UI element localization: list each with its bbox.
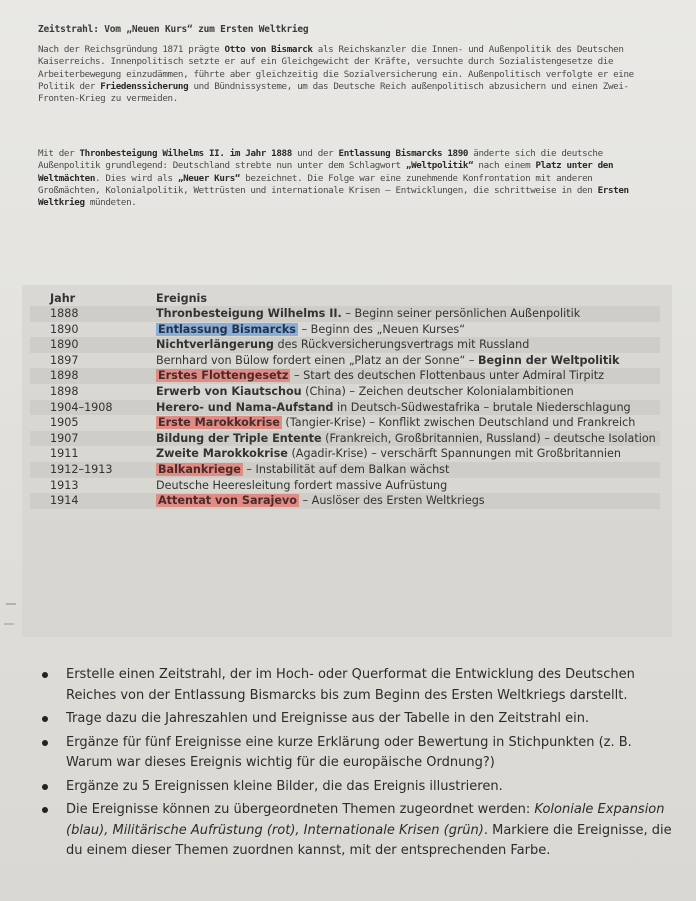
table-row [30, 446, 660, 462]
bold-text: Beginn der Weltpolitik [478, 353, 620, 367]
bold-text: Herero- und Nama-Aufstand [156, 400, 334, 414]
table-row [30, 493, 660, 509]
timeline-table [30, 290, 660, 509]
marked-blue-text: Entlassung Bismarcks [158, 322, 296, 336]
text-run: bezeichnet. Die Folge war eine zunehmende Konfrontation mit anderen Großmächten, Kolonialpolitik, Wettrüsten und internationale Krisen – Entwicklungen, die schrittweise in den [38, 172, 598, 196]
text-run: des Rückversicherungsvertrags mit Russland [273, 338, 530, 352]
list-item [28, 800, 678, 862]
row-year: 1914 [50, 494, 79, 508]
row-year: 1888 [50, 307, 79, 320]
row-year: 1890 [50, 338, 79, 352]
table-row [30, 462, 660, 478]
text-run: Trage dazu die Jahreszahlen und Ereignisse aus der Tabelle in den Zeitstrahl ein. [66, 711, 590, 726]
row-event [148, 446, 660, 462]
text-run: und der [291, 148, 339, 159]
text-run: – Instabilität auf dem Balkan wächst [242, 462, 450, 476]
text-run: (China) – Zeichen deutscher Kolonialambitionen [301, 384, 574, 398]
bullet-icon [42, 672, 48, 678]
row-year: 1905 [50, 416, 79, 430]
text-run: in Deutsch-Südwestafrika – brutale Niederschlagung [333, 400, 631, 414]
pencil-mark-icon [2, 600, 22, 630]
italic-text: Koloniale Expansion (blau), Militärische Aufrüstung (rot), Internationale Krisen (grün) [66, 802, 665, 838]
text-run: (Frankreich, Großbritannien, Russland) – deutsche Isolation [321, 431, 656, 445]
bold-text: Otto von Bismarck [224, 44, 313, 55]
text-run: – Auslöser des Ersten Weltkriegs [298, 494, 485, 508]
row-event [148, 322, 660, 338]
bullet-icon [42, 716, 48, 722]
bold-text: Zweite Marokkokrise [156, 447, 288, 461]
task-list [28, 665, 678, 865]
text-run: als Reichskanzler die Innen- und Außenpolitik des Deutschen Kaiserreichs. Innenpolitisch setzte er auf ein Gleichgewicht der Kräfte, versuchte durch Sozialistengesetze die Arbeiterbewegung einzudämmen, führte aber gleichzeitig die Sozialversicherung ein. Außenpolitisch verfolgte er eine Politik der [38, 44, 634, 92]
row-year: 1913 [50, 478, 79, 492]
row-year: 1898 [50, 384, 79, 398]
row-year: 1907 [50, 431, 79, 445]
bold-text: Nichtverlängerung [156, 338, 274, 352]
table-row [30, 306, 660, 322]
text-run: Bernhard von Bülow fordert einen „Platz an der Sonne“ – [156, 353, 478, 367]
text-run: Ergänze für fünf Ereignisse eine kurze Erklärung oder Bewertung in Stichpunkten (z. B. Warum war dieses Ereignis wichtig für die europäische Ordnung?) [66, 734, 632, 770]
text-run: Die Ereignisse können zu übergeordneten Themen zugeordnet werden: [66, 802, 535, 817]
list-item [28, 665, 678, 706]
table-row [30, 368, 660, 384]
bullet-icon [42, 740, 48, 746]
marked-red-text: Attentat von Sarajevo [158, 494, 297, 508]
row-event [148, 353, 660, 369]
table-row [30, 478, 660, 494]
list-item [28, 709, 678, 730]
row-event [148, 431, 660, 447]
bullet-icon [42, 807, 48, 813]
intro-paragraph-2 [38, 148, 658, 209]
text-run: Mit der [38, 148, 80, 159]
bold-text: Platz unter den Weltmächten [38, 160, 614, 184]
worksheet-title: Zeitstrahl: Vom „Neuen Kurs“ zum Ersten Weltkrieg [38, 24, 309, 35]
bold-text: Ersten Weltkrieg [38, 184, 629, 209]
marked-red-text: Erste Marokkokrise [158, 416, 280, 430]
bold-text: Thronbesteigung Wilhelms II. [156, 307, 342, 320]
text-run: (Tangier-Krise) – Konflikt zwischen Deutschland und Frankreich [281, 416, 636, 430]
bold-text: Thronbesteigung Wilhelms II. im Jahr 1888 [79, 148, 292, 159]
row-event [148, 415, 660, 431]
bold-text: Entlassung Bismarcks 1890 [338, 148, 469, 159]
row-year: 1904–1908 [50, 400, 113, 414]
table-row [30, 337, 660, 353]
row-year: 1890 [50, 322, 79, 336]
text-run: Nach der Reichsgründung 1871 prägte [38, 44, 225, 55]
row-event [148, 337, 660, 353]
bold-text: „Neuer Kurs“ [177, 172, 241, 184]
table-row [30, 415, 660, 431]
text-run: Erstelle einen Zeitstrahl, der im Hoch- oder Querformat die Entwicklung des Deutschen Reiches von der Entlassung Bismarcks bis zum Beginn des Ersten Weltkriegs darstellt. [66, 667, 635, 703]
text-run: Ergänze zu 5 Ereignissen kleine Bilder, die das Ereignis illustrieren. [66, 778, 503, 794]
text-run: Deutsche Heeresleitung fordert massive Aufrüstung [156, 478, 448, 492]
row-event [148, 478, 660, 494]
text-run: mündeten. [84, 197, 137, 209]
text-run: . Markiere die Ereignisse, die du einem dieser Themen zuordnen kannst, mit der entsprechenden Farbe. [66, 822, 672, 858]
marked-red-text: Balkankriege [158, 462, 241, 476]
text-run: . Dies wird als [95, 172, 178, 184]
bold-text: Friedenssicherung [100, 80, 189, 92]
text-run: – Beginn seiner persönlichen Außenpolitik [341, 307, 581, 320]
row-year: 1911 [50, 447, 79, 461]
row-event [148, 306, 660, 322]
table-header-row [30, 290, 660, 306]
table-row [30, 353, 660, 369]
text-run: – Beginn des „Neuen Kurses“ [297, 322, 466, 336]
text-run: und Bündnissysteme, um das Deutsche Reich außenpolitisch abzusichern und einen Zwei-Fronten-Krieg zu vermeiden. [38, 80, 629, 105]
row-event [148, 462, 660, 478]
table-row [30, 322, 660, 338]
table-row [30, 431, 660, 447]
table-row [30, 384, 660, 400]
bullet-icon [42, 784, 48, 790]
row-event [148, 400, 660, 416]
bold-text: Bildung der Triple Entente [156, 431, 322, 445]
bold-text: Erwerb von Kiautschou [156, 384, 302, 398]
text-run: änderte sich die deutsche Außenpolitik grundlegend: Deutschland strebte nun unter dem Schlagwort [38, 148, 603, 172]
list-item [28, 733, 678, 774]
text-run: – Start des deutschen Flottenbaus unter Admiral Tirpitz [290, 369, 604, 383]
row-year: 1897 [50, 353, 79, 367]
marked-red-text: Erstes Flottengesetz [158, 369, 289, 383]
row-event [148, 493, 660, 509]
text-run: nach einem [473, 160, 536, 172]
row-year: 1898 [50, 369, 79, 383]
row-event [148, 384, 660, 400]
list-item [28, 777, 678, 798]
bold-text: „Weltpolitik“ [405, 160, 474, 172]
row-year: 1912–1913 [50, 462, 113, 476]
header-event: Ereignis [156, 292, 208, 305]
table-row [30, 400, 660, 416]
header-year: Jahr [50, 292, 76, 305]
text-run: (Agadir-Krise) – verschärft Spannungen mit Großbritannien [287, 447, 621, 461]
row-event [148, 368, 660, 384]
intro-paragraph-1 [38, 44, 658, 105]
